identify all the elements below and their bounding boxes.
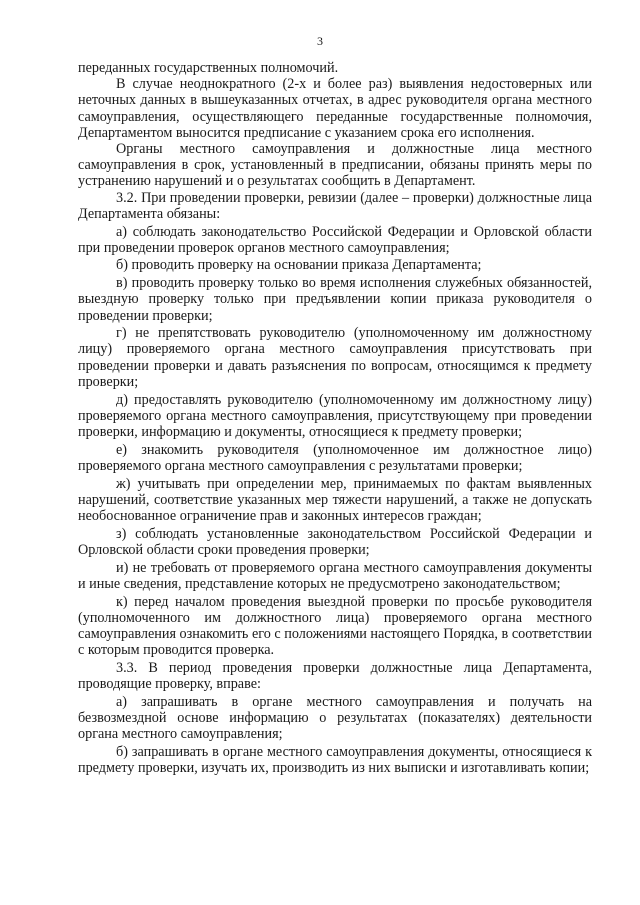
- list-item-3-2-v: в) проводить проверку только во время исполнения служебных обязанностей, выездную проверку только при предъявлении копии приказа руководителя о проведении проверки;: [78, 275, 592, 324]
- list-item-3-3-b: б) запрашивать в органе местного самоуправления документы, относящиеся к предмету проверки, изучать их, производить из них выписки и изготавливать копии;: [78, 743, 592, 777]
- paragraph-local-authorities-obligation: Органы местного самоуправления и должностные лица местного самоуправления в срок, установленный в предписании, обязаны принять меры по устранению нарушений и о результатах сообщить в Департамент.: [78, 141, 592, 190]
- list-item-3-2-zh: ж) учитывать при определении мер, принимаемых по фактам выявленных нарушений, соответствие указанных мер тяжести нарушений, а также не допускать необоснованное ограничение прав и законных интересов граждан;: [78, 475, 592, 524]
- paragraph-section-3-3: 3.3. В период проведения проверки должностные лица Департамента, проводящие проверку, вправе:: [78, 659, 592, 693]
- list-item-3-2-d: д) предоставлять руководителю (уполномоченному им должностному лицу) проверяемого органа местного самоуправления, присутствующему при проведении проверки, информацию и документы, относящиеся к предмету проверки;: [78, 391, 592, 440]
- page-number: 3: [317, 34, 323, 48]
- paragraph-repeated-errors: В случае неоднократного (2-х и более раз) выявления недостоверных или неточных данных в вышеуказанных отчетах, в адрес руководителя органа местного самоуправления, осуществляющего переданные государственные полномочия, Департаментом выносится предписание с указанием срока его исполнения.: [78, 76, 592, 141]
- list-item-3-3-a: а) запрашивать в органе местного самоуправления и получать на безвозмездной основе информацию о результатах (показателях) деятельности органа местного самоуправления;: [78, 693, 592, 743]
- list-item-3-2-e: е) знакомить руководителя (уполномоченное им должностное лицо) проверяемого органа местного самоуправления с результатами проверки;: [78, 441, 592, 474]
- list-item-3-2-g: г) не препятствовать руководителю (уполномоченному им должностному лицу) проверяемого органа местного самоуправления присутствовать при проведении проверки и давать разъяснения по вопросам, относящимся к предмету проверки;: [78, 325, 592, 390]
- paragraph-section-3-2: 3.2. При проведении проверки, ревизии (далее – проверки) должностные лица Департамента обязаны:: [78, 189, 592, 222]
- paragraph-continuation: переданных государственных полномочий.: [78, 60, 339, 76]
- list-item-3-2-b: б) проводить проверку на основании приказа Департамента;: [116, 257, 482, 274]
- document-body: [78, 60, 592, 776]
- list-item-3-2-i: и) не требовать от проверяемого органа местного самоуправления документы и иные сведения, представление которых не предусмотрено законодательством;: [78, 559, 592, 592]
- list-item-3-2-z: з) соблюдать установленные законодательством Российской Федерации и Орловской области сроки проведения проверки;: [78, 525, 592, 558]
- list-item-3-2-a: а) соблюдать законодательство Российской Федерации и Орловской области при проведении проверок органов местного самоуправления;: [78, 223, 592, 256]
- list-item-3-2-k: к) перед началом проведения выездной проверки по просьбе руководителя (уполномоченного им должностного лица) проверяемого органа местного самоуправления ознакомить его с положениями настоящего Порядка, в соответствии с которым проводится проверка.: [78, 593, 592, 659]
